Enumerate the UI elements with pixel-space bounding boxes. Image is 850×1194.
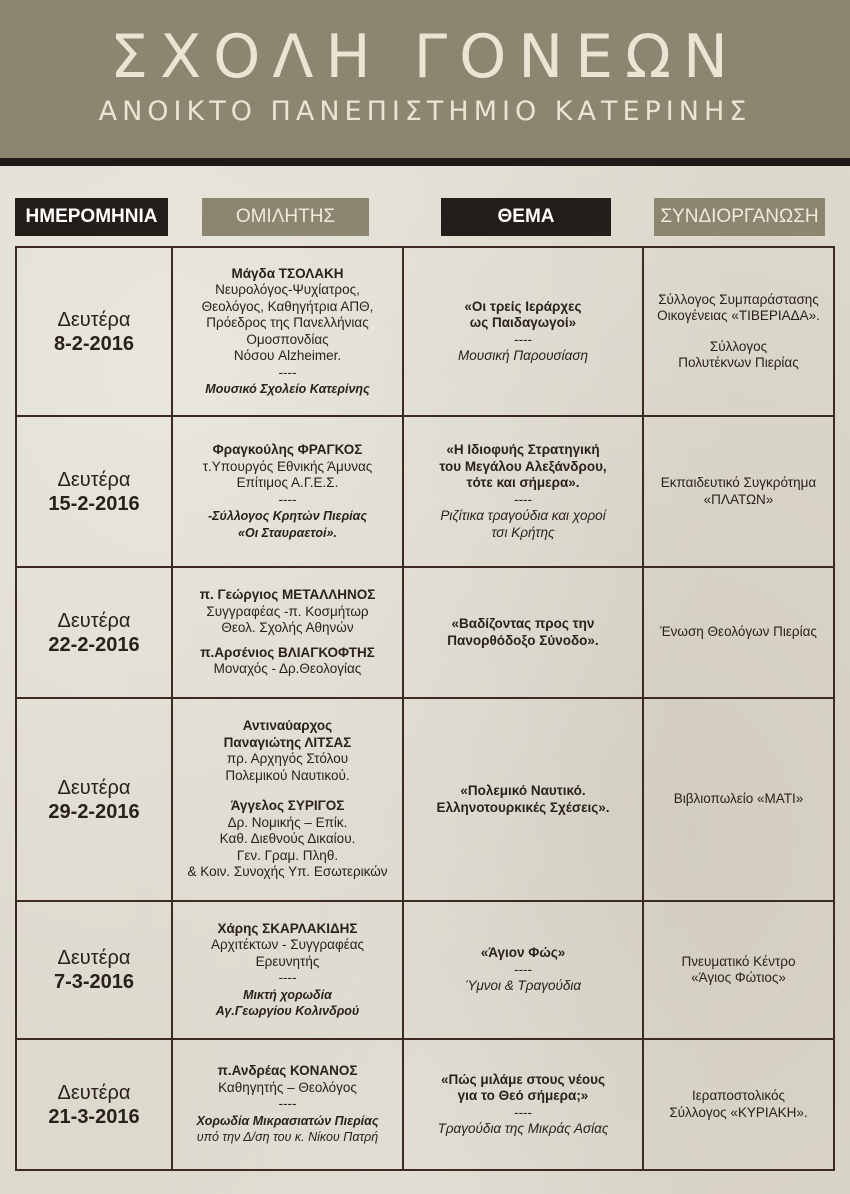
organizer-name: «Άγιος Φώτιος» [691, 970, 786, 985]
organizer-cell [644, 568, 833, 697]
separator: ---- [514, 961, 532, 977]
date-weekday: Δευτέρα [57, 468, 131, 491]
speaker-name: Άγγελος ΣΥΡΙΓΟΣ [230, 798, 345, 814]
date-value: 22-2-2016 [48, 633, 140, 656]
organizer-cell [644, 699, 833, 900]
date-value: 29-2-2016 [48, 800, 140, 823]
organizer-name: Σύλλογος «ΚΥΡΙΑΚΗ». [669, 1104, 808, 1120]
header-divider [0, 158, 850, 166]
topic-title: Πανορθόδοξο Σύνοδο». [447, 632, 599, 648]
organizer-name: Πολυτέκνων Πιερίας [678, 355, 799, 370]
topic-cell [404, 417, 642, 566]
topic-cell [404, 248, 642, 415]
organizer-cell [644, 248, 833, 415]
date-cell [17, 568, 171, 697]
speaker-detail: Δρ. Νομικής – Επίκ. [227, 814, 348, 830]
page-subtitle: ΑΝΟΙΚΤΟ ΠΑΝΕΠΙΣΤΗΜΙΟ ΚΑΤΕΡΙΝΗΣ [98, 96, 752, 127]
column-header-date: ΗΜΕΡΟΜΗΝΙΑ [15, 198, 168, 236]
speaker-detail: & Κοιν. Συνοχής Υπ. Εσωτερικών [187, 864, 388, 880]
topic-cell [404, 1040, 642, 1169]
speaker-cell [173, 417, 402, 566]
speaker-name: π.Ανδρέας ΚΟΝΑΝΟΣ [217, 1063, 358, 1079]
speaker-detail: πρ. Αρχηγός Στόλου [226, 751, 349, 767]
organizer-name: Σύλλογος Συμπαράστασης [658, 291, 819, 307]
column-header-speaker: ΟΜΙΛΗΤΗΣ [202, 198, 369, 236]
topic-title: Ελληνοτουρκικές Σχέσεις». [436, 799, 610, 815]
organizer-name: Σύλλογος [709, 338, 768, 354]
date-value: 8-2-2016 [53, 332, 135, 355]
speaker-cell [173, 248, 402, 415]
organizer-cell [644, 902, 833, 1038]
music-performer: υπό την Δ/ση του κ. Νίκου Πατρή [196, 1130, 379, 1145]
separator: ---- [514, 331, 532, 347]
topic-title: για το Θεό σήμερα;» [457, 1088, 589, 1103]
speaker-detail: Συγγραφέας -π. Κοσμήτωρ [206, 603, 369, 619]
separator: ---- [278, 491, 297, 507]
speaker-detail: Ομοσπονδίας [246, 331, 329, 347]
music-performer: Μουσικό Σχολείο Κατερίνης [205, 382, 370, 396]
speaker-detail: Αρχιτέκτων - Συγγραφέας [210, 937, 365, 952]
speaker-name: π.Αρσένιος ΒΛΙΑΓΚΟΦΤΗΣ [200, 644, 375, 660]
separator: ---- [278, 970, 297, 985]
speaker-cell [173, 568, 402, 697]
speaker-detail: Γεν. Γραμ. Πληθ. [236, 847, 339, 863]
speaker-name: π. Γεώργιος ΜΕΤΑΛΛΗΝΟΣ [199, 587, 376, 603]
speaker-detail: Νευρολόγος-Ψυχίατρος, [215, 282, 360, 297]
organizer-cell [644, 417, 833, 566]
topic-title: «Πολεμικό Ναυτικό. [460, 783, 586, 798]
speaker-name: Χάρης ΣΚΑΡΛΑΚΙΔΗΣ [217, 920, 358, 936]
topic-extra: τσι Κρήτης [491, 524, 555, 540]
header-banner [0, 0, 850, 158]
organizer-name: Ιεραποστολικός [692, 1088, 785, 1103]
speaker-cell [173, 699, 402, 900]
date-value: 15-2-2016 [48, 492, 140, 515]
date-cell [17, 1040, 171, 1169]
topic-title: τότε και σήμερα». [466, 475, 580, 490]
organizer-name: Εκπαιδευτικό Συγκρότημα [660, 475, 817, 490]
organizer-name: Πνευματικό Κέντρο [681, 953, 796, 969]
topic-cell [404, 699, 642, 900]
separator: ---- [514, 491, 532, 507]
date-value: 21-3-2016 [48, 1105, 140, 1128]
music-performer: Χορωδία Μικρασιατών Πιερίας [196, 1113, 379, 1128]
topic-extra: Ριζίτικα τραγούδια και χοροί [440, 508, 606, 523]
speaker-name: Φραγκούλης ΦΡΑΓΚΟΣ [212, 442, 363, 457]
speaker-detail: Πρόεδρος της Πανελλήνιας [206, 315, 369, 330]
date-value: 7-3-2016 [53, 971, 135, 993]
organizer-name: «ΠΛΑΤΩΝ» [703, 491, 774, 507]
date-weekday: Δευτέρα [57, 609, 131, 632]
speaker-cell [173, 1040, 402, 1169]
topic-extra: Μουσική Παρουσίαση [458, 348, 588, 363]
speaker-detail: Ερευνητής [255, 953, 320, 969]
music-performer: Μικτή χορωδία [243, 987, 332, 1002]
speaker-name: Παναγιώτης ΛΙΤΣΑΣ [223, 734, 352, 750]
column-header-organizer: ΣΥΝΔΙΟΡΓΑΝΩΣΗ [654, 198, 825, 236]
speaker-detail: Θεολόγος, Καθηγήτρια ΑΠΘ, [201, 298, 374, 314]
date-weekday: Δευτέρα [57, 308, 131, 331]
date-weekday: Δευτέρα [57, 947, 131, 969]
music-performer: -Σύλλογος Κρητών Πιερίας [207, 509, 368, 523]
date-cell [17, 248, 171, 415]
speaker-detail: Μοναχός - Δρ.Θεολογίας [213, 661, 362, 677]
organizer-name: Βιβλιοπωλείο «ΜΑΤΙ» [673, 791, 804, 807]
date-cell [17, 417, 171, 566]
speaker-name: Αντιναύαρχος [242, 718, 333, 734]
topic-cell [404, 568, 642, 697]
speaker-name: Μάγδα ΤΣΟΛΑΚΗ [231, 265, 344, 281]
topic-title: ως Παιδαγωγοί» [469, 315, 577, 330]
topic-cell [404, 902, 642, 1038]
speaker-detail: Καθηγητής – Θεολόγος [218, 1079, 357, 1095]
separator: ---- [278, 364, 297, 380]
organizer-name: Οικογένειας «ΤΙΒΕΡΙΑΔΑ». [657, 308, 820, 323]
topic-title: του Μεγάλου Αλεξάνδρου, [439, 458, 607, 474]
speaker-detail: Επίτιμος Α.Γ.Ε.Σ. [236, 475, 339, 490]
date-weekday: Δευτέρα [57, 776, 131, 799]
date-cell [17, 902, 171, 1038]
separator: ---- [278, 1096, 297, 1112]
speaker-detail: Πολεμικού Ναυτικού. [225, 767, 350, 783]
topic-extra: Τραγούδια της Μικράς Ασίας [437, 1121, 609, 1136]
topic-title: «Πώς μιλάμε στους νέους [441, 1071, 605, 1087]
column-header-topic: ΘΕΜΑ [441, 198, 611, 236]
speaker-cell [173, 902, 402, 1038]
schedule-table [15, 246, 835, 1171]
organizer-name: Ένωση Θεολόγων Πιερίας [660, 624, 817, 640]
speaker-detail: Καθ. Διεθνούς Δικαίου. [219, 831, 356, 847]
topic-extra: Ύμνοι & Τραγούδια [464, 978, 582, 994]
separator: ---- [514, 1104, 532, 1120]
speaker-detail: Νόσου Alzheimer. [233, 348, 342, 363]
topic-title: «Οι τρείς Ιεράρχες [464, 298, 582, 314]
topic-title: «Η Ιδιοφυής Στρατηγική [446, 442, 600, 457]
topic-title: «Άγιον Φώς» [480, 945, 566, 961]
speaker-detail: τ.Υπουργός Εθνικής Άμυνας [202, 458, 373, 474]
music-performer: «Οι Σταυραετοί». [238, 525, 337, 540]
date-weekday: Δευτέρα [57, 1081, 131, 1104]
date-cell [17, 699, 171, 900]
topic-title: «Βαδίζοντας προς την [451, 616, 595, 631]
music-performer: Αγ.Γεωργίου Κολινδρού [215, 1004, 360, 1018]
page-title: ΣΧΟΛΗ ΓΟΝΕΩΝ [110, 22, 740, 92]
organizer-cell [644, 1040, 833, 1169]
speaker-detail: Θεολ. Σχολής Αθηνών [221, 620, 354, 636]
